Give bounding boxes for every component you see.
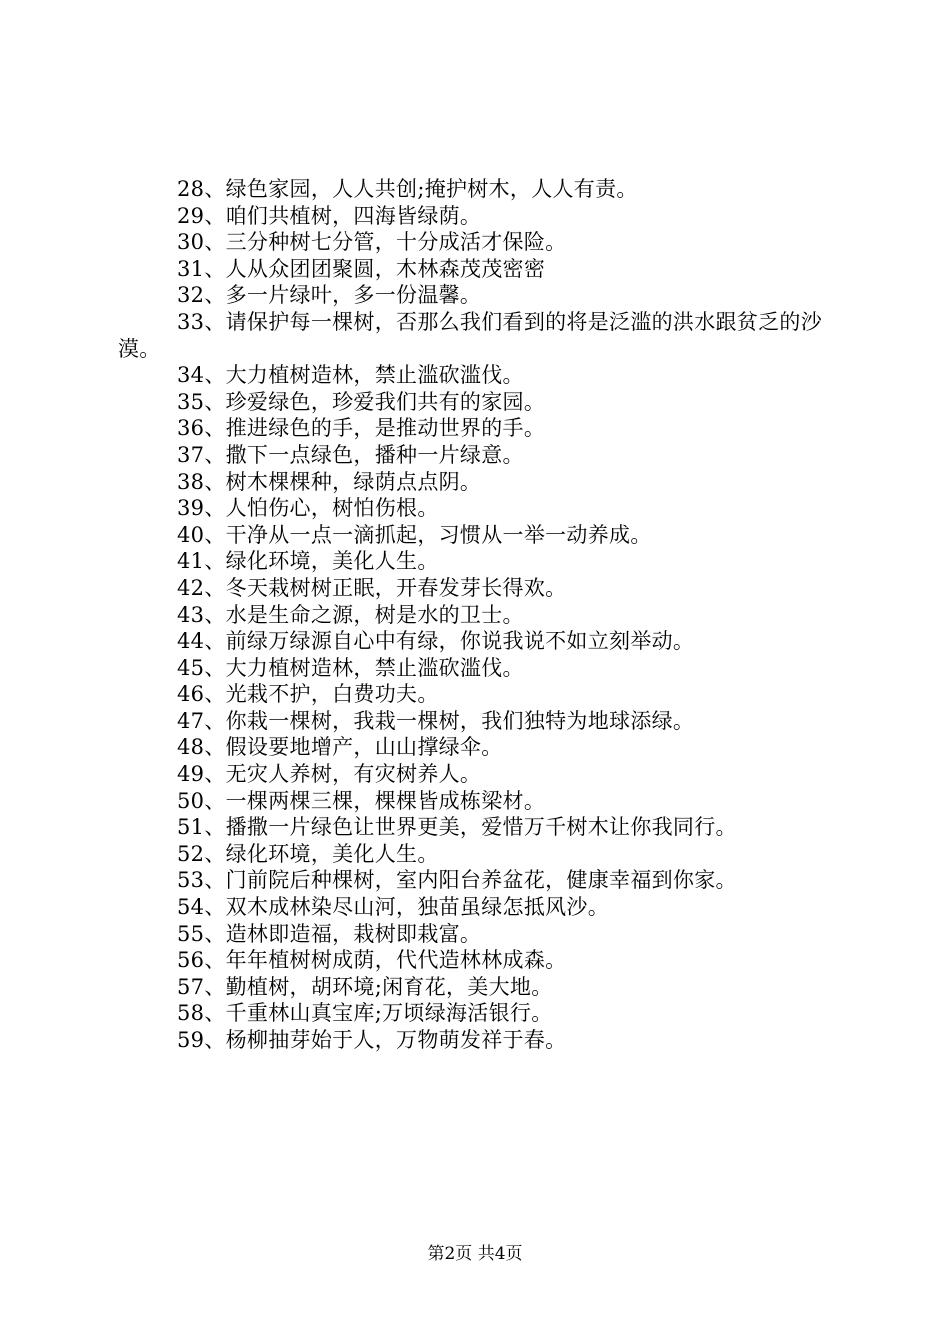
list-item: 36、推进绿色的手，是推动世界的手。 (177, 416, 546, 441)
list-item: 52、绿化环境，美化人生。 (177, 841, 439, 866)
list-item: 45、大力植树造林，禁止滥砍滥伐。 (177, 655, 524, 680)
list-item: 48、假设要地增产，山山撑绿伞。 (177, 735, 503, 760)
list-item: 51、播撒一片绿色让世界更美，爱惜万千树木让你我同行。 (177, 815, 737, 840)
list-item: 39、人怕伤心，树怕伤根。 (177, 496, 439, 521)
list-item: 41、绿化环境，美化人生。 (177, 549, 439, 574)
list-item: 40、干净从一点一滴抓起，习惯从一举一动养成。 (177, 522, 652, 547)
list-item: 38、树木棵棵种，绿荫点点阴。 (177, 469, 482, 494)
list-item: 54、双木成林染尽山河，独苗虽绿怎抵风沙。 (177, 895, 610, 920)
list-item: 58、千重林山真宝库;万顷绿海活银行。 (177, 1001, 553, 1026)
list-item: 47、你栽一棵树，我栽一棵树，我们独特为地球添绿。 (177, 708, 695, 733)
list-item: 35、珍爱绿色，珍爱我们共有的家园。 (177, 389, 546, 414)
list-item: 30、三分种树七分管，十分成活才保险。 (177, 230, 567, 255)
list-item: 57、勤植树，胡环境;闲育花，美大地。 (177, 974, 553, 999)
list-item: 50、一棵两棵三棵，棵棵皆成栋梁材。 (177, 788, 546, 813)
list-item: 53、门前院后种棵树，室内阳台养盆花，健康幸福到你家。 (177, 868, 737, 893)
list-item: 29、咱们共植树，四海皆绿荫。 (177, 203, 482, 228)
list-item: 59、杨柳抽芽始于人，万物萌发祥于春。 (177, 1028, 567, 1052)
list-item: 44、前绿万绿源自心中有绿，你说我说不如立刻举动。 (177, 629, 695, 654)
list-item: 43、水是生命之源，树是水的卫士。 (177, 602, 524, 627)
list-item: 56、年年植树树成荫，代代造林林成森。 (177, 948, 567, 973)
page-number-footer: 第2页 共4页 (427, 1244, 523, 1264)
list-item: 31、人从众团团聚圆，木林森茂茂密密 (177, 256, 546, 281)
list-item: 34、大力植树造林，禁止滥砍滥伐。 (177, 363, 524, 388)
list-item: 49、无灾人养树，有灾树养人。 (177, 762, 482, 787)
list-item: 37、撒下一点绿色，播种一片绿意。 (177, 442, 524, 467)
list-item: 46、光栽不护，白费功夫。 (177, 682, 439, 707)
list-item: 28、绿色家园，人人共创;掩护树木，人人有责。 (177, 177, 638, 201)
list-item: 33、请保护每一棵树，否那么我们看到的将是泛滥的洪水跟贫乏的沙漠。 (118, 309, 823, 361)
list-item: 55、造林即造福，栽树即栽富。 (177, 921, 482, 946)
list-item: 32、多一片绿叶，多一份温馨。 (177, 283, 482, 308)
list-item: 42、冬天栽树树正眠，开春发芽长得欢。 (177, 575, 567, 600)
slogan-list (118, 176, 834, 1054)
